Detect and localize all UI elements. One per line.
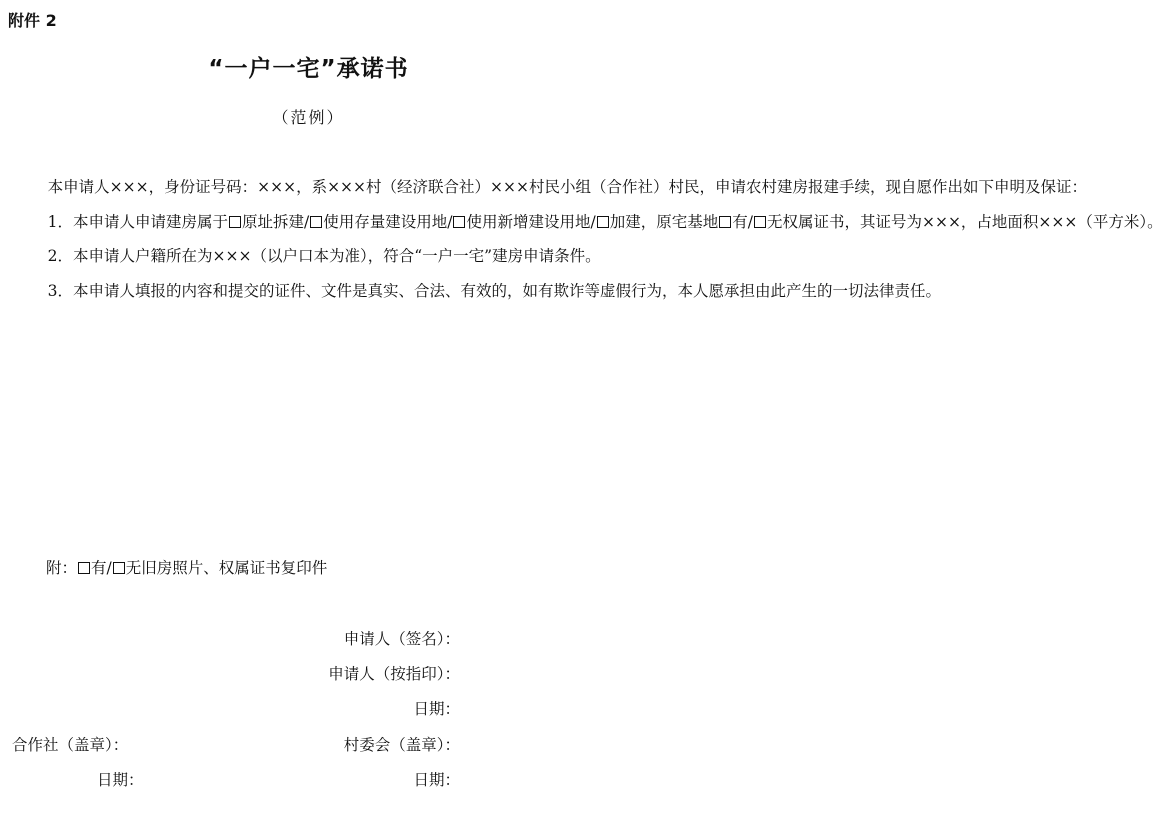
attachment-note-option: 有/ xyxy=(91,559,112,577)
checkbox xyxy=(453,216,465,228)
checkbox xyxy=(310,216,322,228)
item-1-option-4: 加建，原宅基地 xyxy=(609,212,719,231)
checkbox xyxy=(719,216,731,228)
item-1-option-1: 原址拆建/ xyxy=(242,212,310,231)
item-1-rest: 无权属证书，其证号为×××，占地面积×××（平方米）。 xyxy=(766,212,1163,231)
attachment-note-rest: 无旧房照片、权属证书复印件 xyxy=(125,559,328,577)
item-1-option-2: 使用存量建设用地/ xyxy=(323,212,453,231)
item-1-option-5: 有/ xyxy=(732,212,753,231)
intro-paragraph: 本申请人×××，身份证号码：×××，系×××村（经济联合社）×××村民小组（合作社）村民，申请农村建房报建手续，现自愿作出如下申明及保证： xyxy=(47,178,1087,196)
attachment-label: 附件 2 xyxy=(8,11,57,30)
item-1-option-3: 使用新增建设用地/ xyxy=(466,212,596,231)
attachment-note xyxy=(46,556,327,578)
applicant-date-label: 日期： xyxy=(413,700,460,718)
cooperative-seal-label: 合作社（盖章）： xyxy=(12,736,129,754)
village-committee-date-label: 日期： xyxy=(413,771,460,789)
checkbox xyxy=(754,216,766,228)
applicant-fingerprint-label: 申请人（按指印）： xyxy=(328,665,460,683)
village-committee-seal-label: 村委会（盖章）： xyxy=(343,736,460,754)
document-body xyxy=(12,170,1163,308)
attachment-note-prefix: 附： xyxy=(46,559,78,577)
checkbox xyxy=(78,562,90,574)
item-1-prefix: 1．本申请人申请建房属于 xyxy=(47,212,229,231)
item-3-paragraph: 3．本申请人填报的内容和提交的证件、文件是真实、合法、有效的，如有欺诈等虚假行为，本人愿承担由此产生的一切法律责任。 xyxy=(47,281,942,300)
applicant-signature-label: 申请人（签名）： xyxy=(343,630,460,648)
item-1-paragraph xyxy=(12,205,1163,240)
cooperative-date-label: 日期： xyxy=(97,771,144,789)
checkbox xyxy=(229,216,241,228)
document-subtitle: （范例） xyxy=(272,108,345,127)
checkbox xyxy=(597,216,609,228)
item-2-paragraph: 2．本申请人户籍所在为×××（以户口本为准），符合“一户一宅”建房申请条件。 xyxy=(47,247,601,265)
checkbox xyxy=(113,562,125,574)
document-title: “一户一宅”承诺书 xyxy=(208,56,409,82)
